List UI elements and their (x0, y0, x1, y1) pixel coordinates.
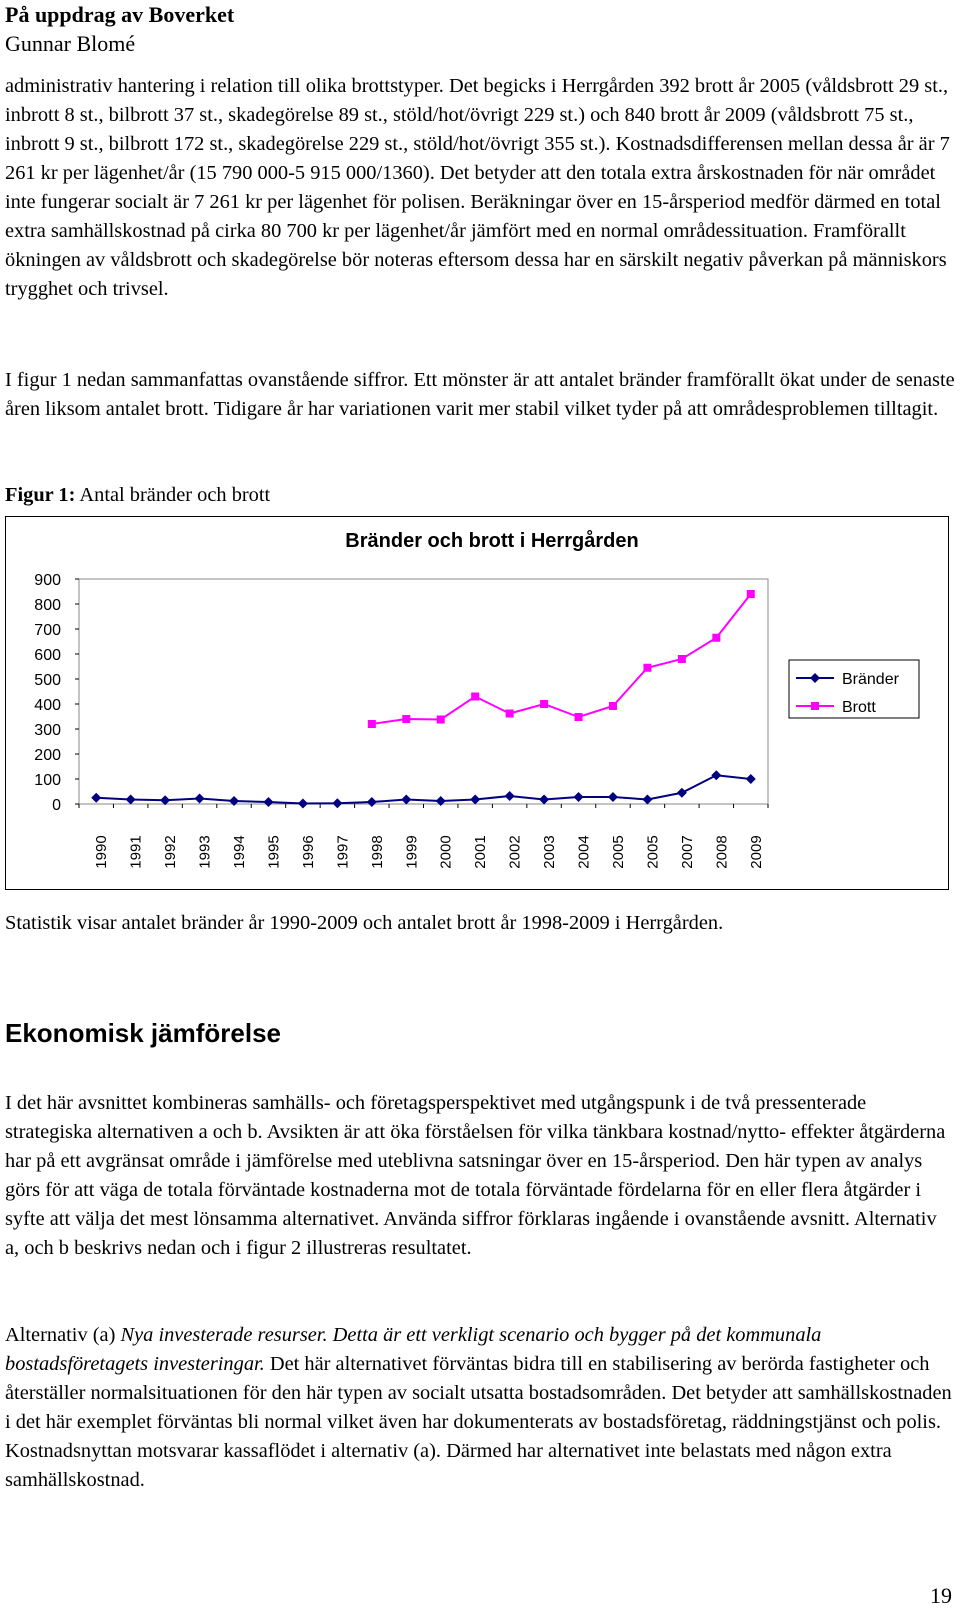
x-tick-label: 1993 (196, 835, 214, 869)
y-tick-label: 300 (34, 722, 61, 739)
legend-marker (811, 702, 819, 710)
x-tick-label: 2005 (609, 835, 627, 869)
x-tick-label: 1999 (403, 835, 421, 869)
paragraph-crime-costs (5, 72, 955, 304)
y-tick-label: 100 (34, 772, 61, 789)
y-tick-label: 400 (34, 697, 61, 714)
x-tick-label: 2005 (644, 835, 662, 869)
paragraph-figure-intro (5, 366, 955, 424)
figure-source-note (5, 909, 955, 938)
y-tick-label: 200 (34, 747, 61, 764)
y-tick-label: 500 (34, 672, 61, 689)
x-tick-label: 1997 (334, 835, 352, 869)
data-point (747, 590, 755, 598)
figure-caption-text: Antal bränder och brott (75, 484, 271, 506)
x-tick-label: 1996 (299, 835, 317, 869)
x-tick-label: 1998 (368, 835, 386, 869)
x-tick-label: 2008 (713, 835, 731, 869)
paragraph-text: I figur 1 nedan sammanfattas ovanstående siffror. Ett mönster är att antalet bränder framförallt ökat under de senaste åren liksom antalet brott. Tidigare år har variationen varit mer stabil vilket tyder på att områdesproblemen tilltagit. (5, 369, 955, 420)
x-tick-label: 1991 (127, 835, 145, 869)
x-tick-label: 2000 (437, 835, 455, 869)
data-point (678, 655, 686, 663)
x-tick-label: 2004 (575, 835, 593, 869)
legend-label: Brott (842, 699, 876, 716)
section-heading: Ekonomisk jämförelse (5, 1018, 281, 1048)
data-point (402, 715, 410, 723)
y-tick-label: 800 (34, 597, 61, 614)
y-tick-label: 0 (52, 797, 61, 814)
y-tick-label: 600 (34, 647, 61, 664)
x-tick-label: 2003 (541, 835, 559, 869)
alt-a-body: Det här alternativet förväntas bidra till en stabilisering av berörda fastigheter och återställer normalsituationen för den här typen av socialt utsatta bostadsområden. Det betyder att samhällskostnaden i det här exemplet förväntas bli normal vilket även har dokumenterats av bostadsföretag, räddningstjänst och polis. Kostnadsnyttan motsvarar kassaflödet i alternativ (a). Därmed har alternativet inte belastats med någon extra samhällskostnad. (5, 1353, 952, 1491)
paragraph-text (5, 1321, 955, 1495)
plot-area (79, 579, 768, 804)
x-tick-label: 1995 (265, 835, 283, 869)
chart-frame (5, 516, 949, 890)
paragraph-text: I det här avsnittet kombineras samhälls- och företagsperspektivet med utgångspunk i de två pressenterade strategiska alternativen a och b. Avsikten är att öka förståelsen för vilka tänkbara kostnad/nytto- effekter åtgärderna har på ett avgränsat område i jämförelse med uteblivna satsningar över en 15-årsperiod. Den här typen av analys görs för att väga de totala förväntade kostnaderna mot de totala förväntade fördelarna för en eller flera åtgärder i syfte att välja det mest lönsamma alternativet. Använda siffror förklaras ingående i ovanstående avsnitt. Alternativ a, och b beskrivs nedan och i figur 2 illustreras resultatet. (5, 1092, 946, 1259)
x-tick-label: 2007 (678, 835, 696, 869)
paragraph-alternative-a (5, 1321, 955, 1495)
paragraph-economic-comparison (5, 1089, 955, 1263)
figure-caption (5, 481, 955, 510)
data-point (575, 713, 583, 721)
legend-label: Bränder (842, 671, 899, 688)
header-org: På uppdrag av Boverket (5, 2, 235, 27)
data-point (506, 710, 514, 718)
data-point (540, 700, 548, 708)
alt-a-lead: Alternativ (a) (5, 1324, 121, 1346)
page-number: 19 (930, 1583, 952, 1608)
page-header (5, 0, 234, 58)
data-point (437, 716, 445, 724)
fires-crimes-chart (6, 517, 948, 889)
chart-title: Bränder och brott i Herrgården (345, 530, 639, 552)
data-point (712, 634, 720, 642)
x-tick-label: 2009 (747, 835, 765, 869)
header-author: Gunnar Blomé (5, 31, 136, 56)
data-point (368, 720, 376, 728)
data-point (643, 664, 651, 672)
y-tick-label: 900 (34, 572, 61, 589)
x-tick-label: 1992 (162, 835, 180, 869)
figure-label: Figur 1: (5, 484, 76, 506)
paragraph-text: administrativ hantering i relation till olika brottstyper. Det begicks i Herrgården 392 brott år 2005 (våldsbrott 29 st., inbrott 8 st., bilbrott 37 st., skadegörelse 89 st., stöld/hot/övrigt 229 st.) och 840 brott år 2009 (våldsbrott 75 st., inbrott 9 st., bilbrott 172 st., skadegörelse 229 st., stöld/hot/övrigt 355 st.). Kostnadsdifferensen mellan dessa år är 7 261 kr per lägenhet/år (15 790 000-5 915 000/1360). Det betyder att den totala extra årskostnaden för när området inte fungerar socialt är 7 261 kr per lägenhet för polisen. Beräkningar över en 15-årsperiod medför därmed en total extra samhällskostnad på cirka 80 700 kr per lägenhet/år jämfört med en normal områdessituation. Framförallt ökningen av våldsbrott och skadegörelse bör noteras eftersom dessa har en särskilt negativ påverkan på människors trygghet och trivsel. (5, 75, 950, 300)
paragraph-text: Statistik visar antalet bränder år 1990-2009 och antalet brott år 1998-2009 i Herrgården. (5, 912, 724, 934)
data-point (609, 702, 617, 710)
x-tick-label: 2001 (472, 835, 490, 869)
data-point (471, 693, 479, 701)
y-tick-label: 700 (34, 622, 61, 639)
x-tick-label: 1994 (231, 835, 249, 869)
alt-a-italic: Nya investerade resurser. Detta är ett verkligt scenario och bygger på det kommunala bostadsföretagets investeringar. (5, 1324, 822, 1375)
x-tick-label: 1990 (93, 835, 111, 869)
x-tick-label: 2002 (506, 835, 524, 869)
